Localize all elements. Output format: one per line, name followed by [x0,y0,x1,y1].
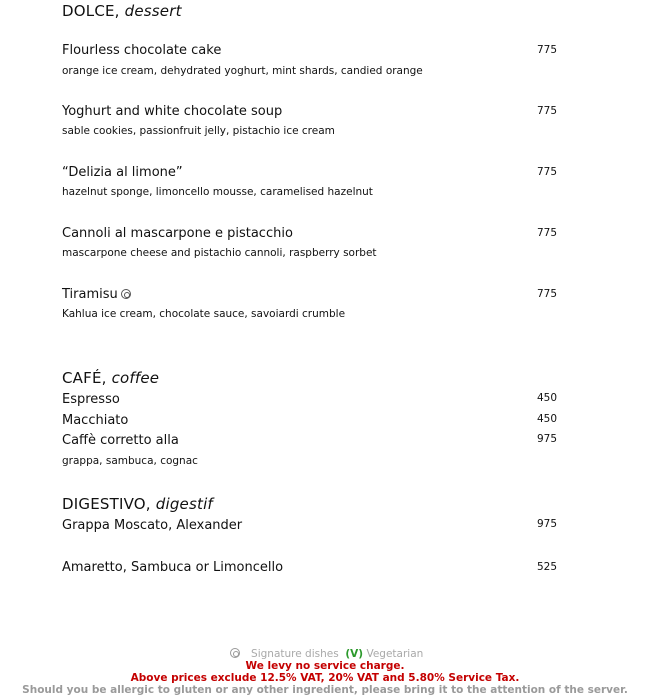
menu-item-name: Yoghurt and white chocolate soup [62,104,283,119]
menu-item-description: orange ice cream, dehydrated yoghurt, mint shards, candied orange [62,65,423,77]
section-title-dolce [62,2,182,20]
menu-item-name: Flourless chocolate cake [62,43,222,58]
section-title-cafe [62,369,159,387]
section-subtitle: dessert [124,2,182,20]
menu-item-description: sable cookies, passionfruit jelly, pistachio ice cream [62,125,335,137]
menu-item-price: 975 [537,518,558,530]
menu-item-description: hazelnut sponge, limoncello mousse, caramelised hazelnut [62,186,373,198]
menu-item-name: Caffè corretto alla [62,433,179,448]
menu-item-description: mascarpone cheese and pistachio cannoli, raspberry sorbet [62,247,377,259]
menu-item-name: Espresso [62,392,120,407]
menu-item-price: 775 [537,288,558,300]
signature-dish-icon [121,289,131,299]
allergy-note: Should you be allergic to gluten or any other ingredient, please bring it to the attention of the server. [22,684,628,696]
vegetarian-legend-label: Vegetarian [366,648,424,660]
section-name: DOLCE, [62,2,120,20]
menu-item-price: 975 [537,433,558,445]
signature-legend-label: Signature dishes [251,648,339,660]
menu-item-name: “Delizia al limone” [62,165,183,180]
section-name: CAFÉ, [62,369,107,387]
service-charge-note: We levy no service charge. [245,660,405,672]
signature-dish-icon [230,648,240,658]
tax-note: Above prices exclude 12.5% VAT, 20% VAT and 5.80% Service Tax. [130,672,520,684]
menu-item-description: grappa, sambuca, cognac [62,455,198,467]
menu-item-price: 775 [537,105,558,117]
menu-item-price: 450 [537,413,558,425]
menu-item-name: Tiramisu [62,287,118,302]
menu-item-price: 775 [537,44,558,56]
menu-item-name: Macchiato [62,413,129,428]
section-subtitle: coffee [111,369,160,387]
menu-item-name: Amaretto, Sambuca or Limoncello [62,560,284,575]
menu-item-price: 525 [537,561,558,573]
section-name: DIGESTIVO, [62,495,151,513]
menu-legend [0,648,650,660]
section-title-digestivo [62,495,213,513]
vegetarian-mark: (V) [345,648,364,660]
menu-item-name: Cannoli al mascarpone e pistacchio [62,226,293,241]
section-subtitle: digestif [155,495,213,513]
menu-item-price: 450 [537,392,558,404]
menu-item-name: Grappa Moscato, Alexander [62,518,243,533]
menu-item-name-row [62,287,131,302]
menu-item-price: 775 [537,166,558,178]
menu-item-price: 775 [537,227,558,239]
menu-item-description: Kahlua ice cream, chocolate sauce, savoiardi crumble [62,308,346,320]
